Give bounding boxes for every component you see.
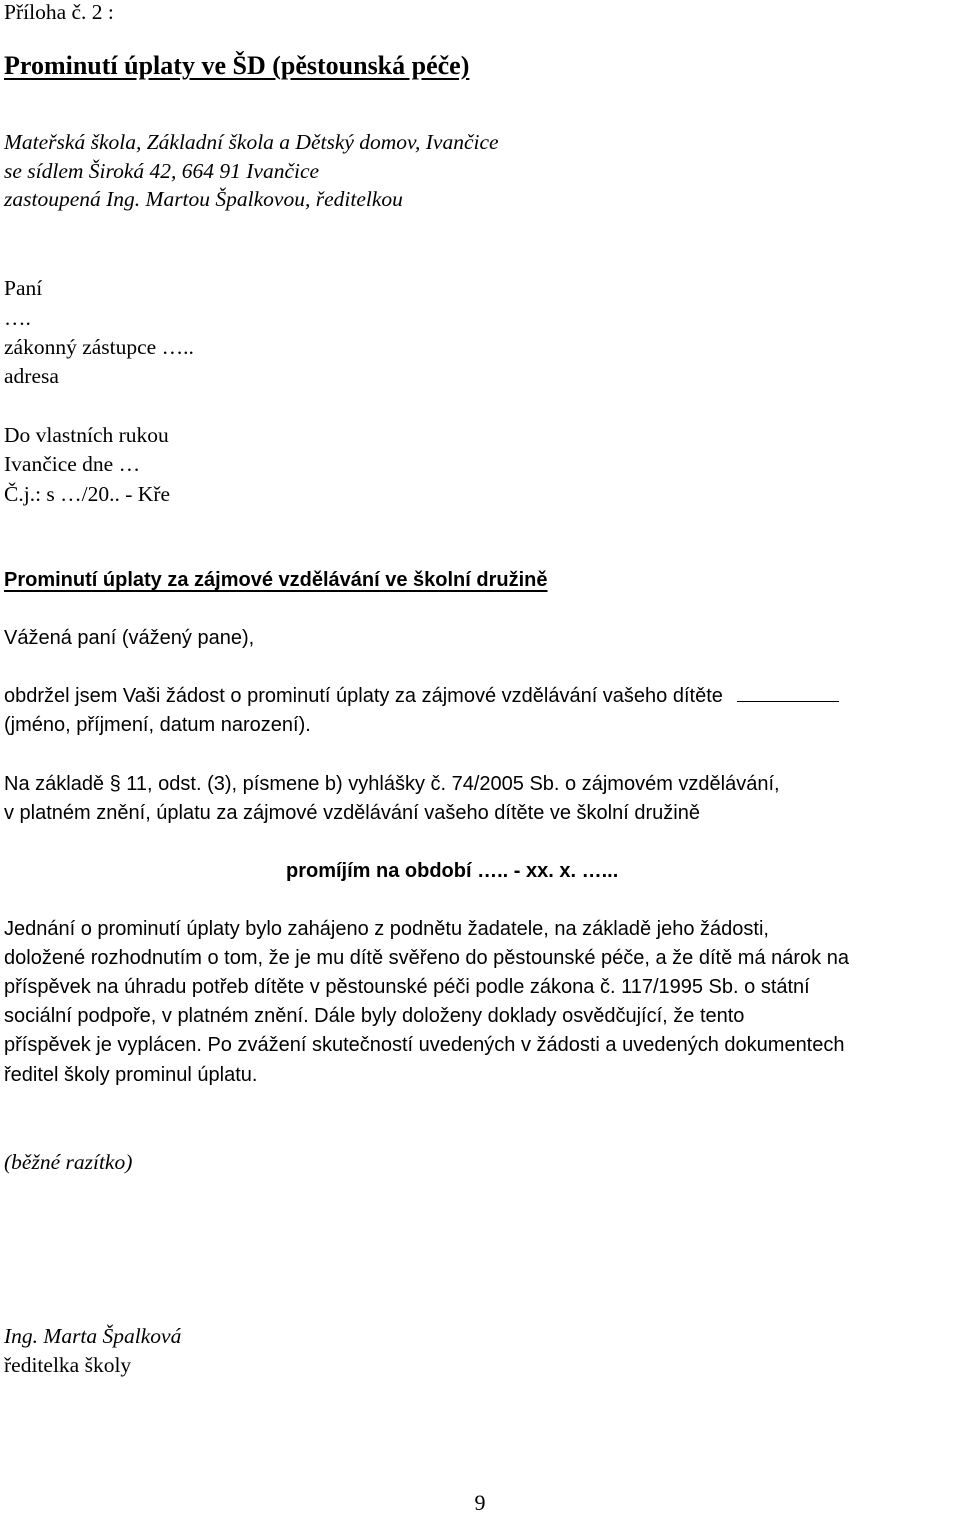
school-name: Mateřská škola, Základní škola a Dětský domov, Ivančice bbox=[4, 130, 499, 154]
para1-line1-text: obdržel jsem Vaši žádost o prominutí úplaty za zájmové vzdělávání vašeho dítěte bbox=[4, 685, 723, 707]
greeting: Vážená paní (vážený pane), bbox=[4, 627, 255, 649]
attachment-label: Příloha č. 2 : bbox=[4, 0, 114, 24]
school-represented: zastoupená Ing. Martou Špalkovou, ředitelkou bbox=[4, 187, 403, 211]
para2-line2: v platném znění, úplatu za zájmové vzdělávání vašeho dítěte ve školní družině bbox=[4, 802, 700, 824]
para1-line1 bbox=[4, 682, 839, 710]
decision-line: promíjím na období ….. - xx. x. …... bbox=[286, 860, 619, 882]
subject-heading: Prominutí úplaty za zájmové vzdělávání ve školní družině bbox=[4, 569, 548, 591]
para3-line: sociální podpoře, v platném znění. Dále byly doloženy doklady osvědčující, že tento bbox=[4, 1005, 745, 1027]
para3-line: ředitel školy prominul úplatu. bbox=[4, 1064, 258, 1086]
place-date: Ivančice dne … bbox=[4, 452, 141, 476]
document-title: Prominutí úplaty ve ŠD (pěstounská péče) bbox=[4, 51, 470, 80]
stamp-placeholder: (běžné razítko) bbox=[4, 1150, 133, 1174]
fill-in-blank bbox=[737, 683, 839, 702]
page-number: 9 bbox=[474, 1490, 486, 1515]
para3-line: doložené rozhodnutím o tom, že je mu dítě svěřeno do pěstounské péče, a že dítě má nárok na bbox=[4, 947, 849, 969]
para2-line1: Na základě § 11, odst. (3), písmene b) vyhlášky č. 74/2005 Sb. o zájmovém vzdělávání, bbox=[4, 773, 780, 795]
signature-role: ředitelka školy bbox=[4, 1353, 132, 1377]
para3-line: Jednání o prominutí úplaty bylo zahájeno z podnětu žadatele, na základě jeho žádosti, bbox=[4, 918, 769, 940]
delivery-note: Do vlastních rukou bbox=[4, 423, 169, 447]
addressee-salutation: Paní bbox=[4, 276, 43, 300]
para1-line2: (jméno, příjmení, datum narození). bbox=[4, 714, 311, 736]
reference-number: Č.j.: s …/20.. - Kře bbox=[4, 482, 171, 506]
para3-line: příspěvek na úhradu potřeb dítěte v pěstounské péči podle zákona č. 117/1995 Sb. o státní bbox=[4, 976, 810, 998]
para3-line: příspěvek je vyplácen. Po zvážení skutečností uvedených v žádosti a uvedených dokumentech bbox=[4, 1034, 845, 1056]
school-seat: se sídlem Široká 42, 664 91 Ivančice bbox=[4, 159, 320, 183]
addressee-dots: …. bbox=[4, 306, 31, 330]
addressee-address: adresa bbox=[4, 364, 59, 388]
addressee-representative: zákonný zástupce ….. bbox=[4, 335, 194, 359]
signature-name: Ing. Marta Špalková bbox=[4, 1324, 182, 1348]
